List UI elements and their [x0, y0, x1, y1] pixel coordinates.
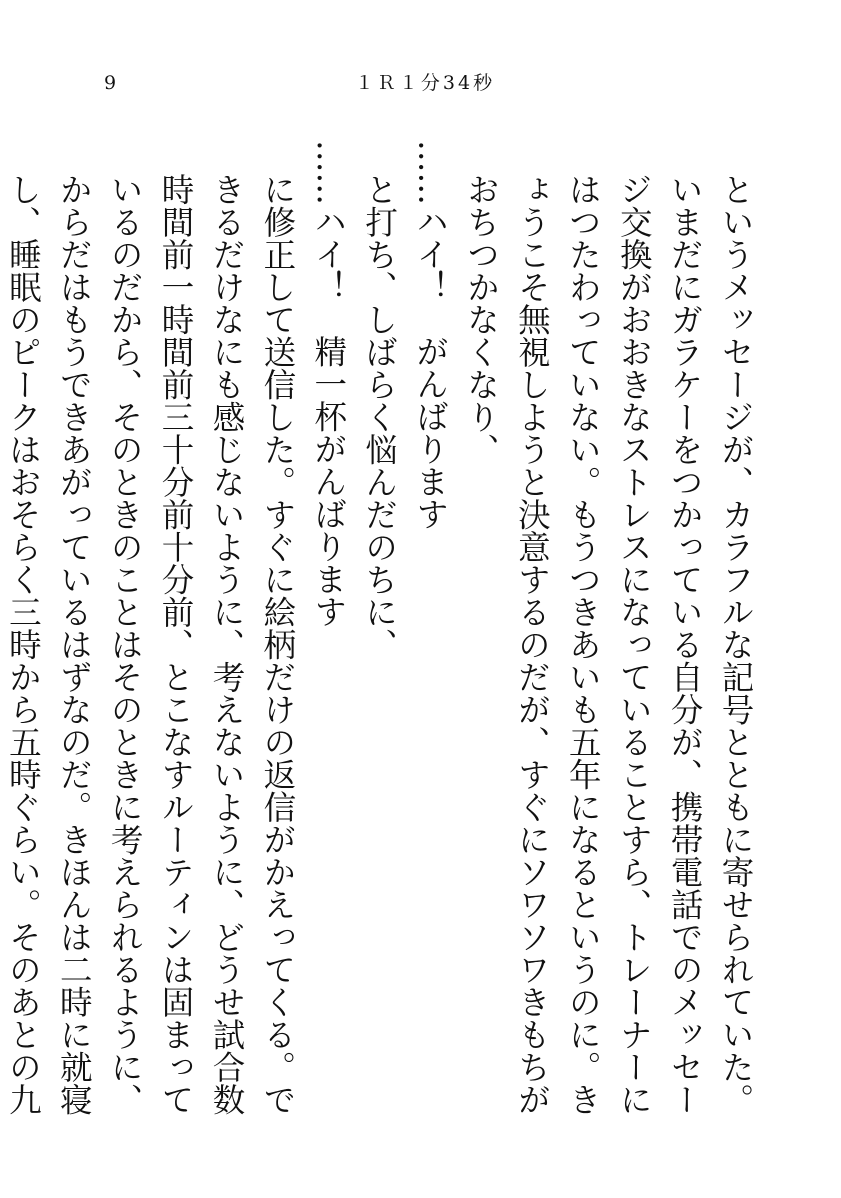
paragraph: ……ハイ！ がんばります: [411, 140, 450, 530]
page-number: 9: [104, 72, 117, 94]
paragraph: と打ち、しばらく悩んだのちに、: [360, 172, 399, 660]
paragraph: ……ハイ！ 精一杯がんばります: [309, 140, 348, 628]
running-title: １Ｒ１分34秒: [354, 72, 496, 94]
vertical-body-text: [4, 140, 761, 1130]
paragraph: というメッセージが、カラフルな記号とともに寄せられていた。いまだにガラケーをつかっている自分が、携帯電話でのメッセージ交換がおおきなストレスになっていることすら、トレーナーにはつたわっていない。もうつきあいも五年になるというのに。きょうこそ無視しようと決意するのだが、すぐにソワソワきもちがおちつかなくなり、: [462, 172, 755, 1115]
paragraph: に修正して送信した。すぐに絵柄だけの返信がかえってくる。できるだけなにも感じないように、考えないように、どうせ試合数時間前一時間前三十分前十分前、とこなすルーティンは固まっているのだから、そのときのことはそのときに考えられるように、からだはもうできあがっているはずなのだ。きほんは二時に就寝し、睡眠のピークはおそらく三時から五時ぐらい。そのあとの九: [4, 172, 297, 1115]
